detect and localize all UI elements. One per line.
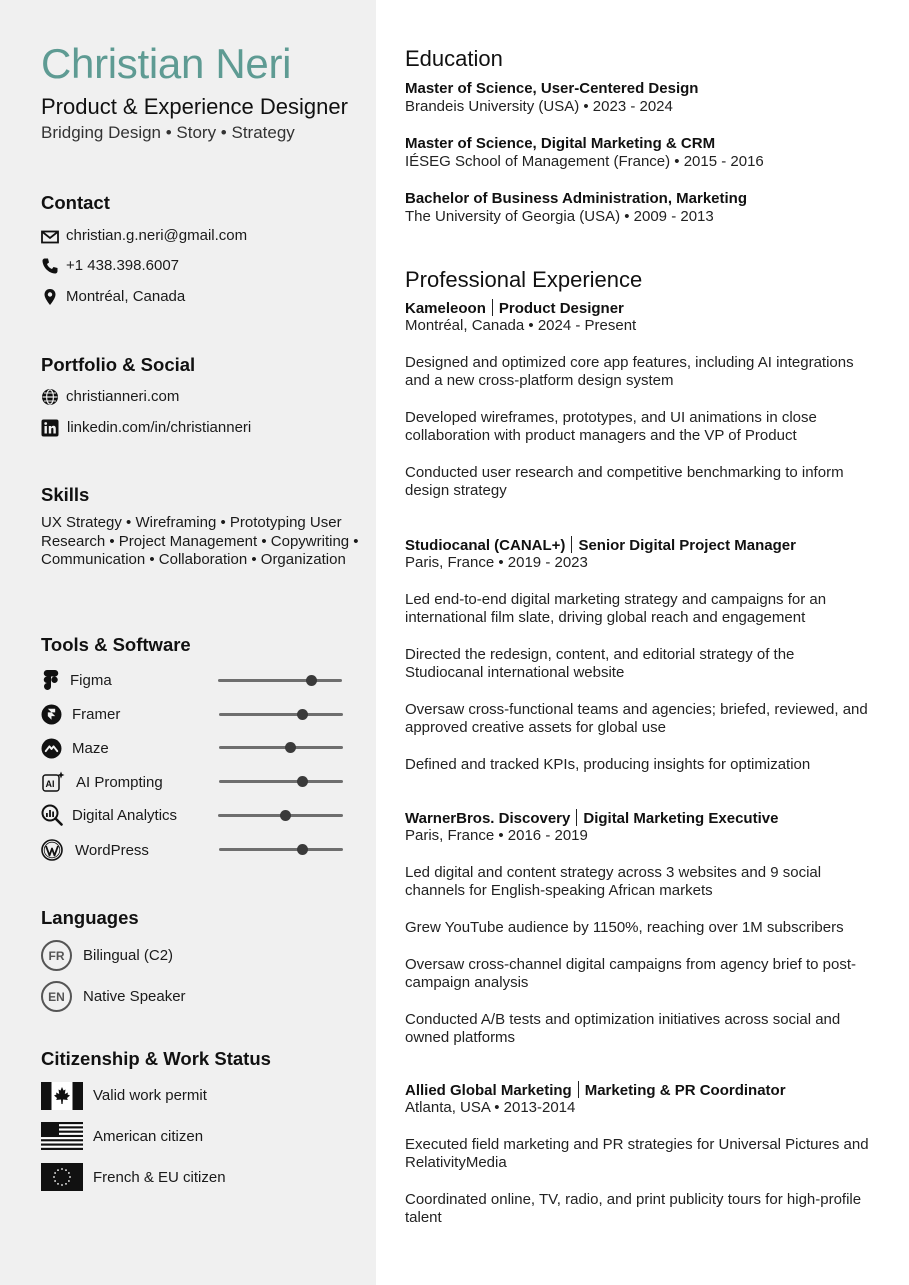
- tool-row: [41, 839, 351, 863]
- tool-name: Framer: [72, 706, 121, 723]
- job-bullet: Led end-to-end digital marketing strategy and campaigns for an international film slate, driving global reach and engagement: [405, 591, 827, 627]
- tool-name: Maze: [72, 740, 109, 757]
- job-title: Product & Experience Designer: [41, 94, 348, 119]
- skills-list: UX Strategy • Wireframing • Prototyping User Research • Project Management • Copywriting • Communication • Collaboration • Organization: [41, 514, 359, 568]
- job-company: Allied Global Marketing: [405, 1082, 572, 1099]
- skill-level-slider: [219, 713, 343, 716]
- tagline: Bridging Design • Story • Strategy: [41, 123, 295, 142]
- eu-flag-icon: [41, 1163, 83, 1191]
- framer-icon: [41, 704, 62, 725]
- analytics-icon: [41, 804, 63, 826]
- sidebar: [0, 0, 376, 1285]
- languages-heading: Languages: [41, 907, 139, 928]
- job-company: WarnerBros. Discovery: [405, 810, 571, 827]
- ai-prompting-icon: [42, 771, 66, 793]
- job-role: Product Designer: [498, 300, 624, 317]
- job-header-divider: [492, 299, 493, 316]
- job-header: [405, 536, 796, 554]
- globe-icon: [41, 388, 59, 406]
- tool-name: Digital Analytics: [72, 807, 178, 824]
- job-company: Studiocanal (CANAL+): [405, 537, 566, 554]
- citizenship-usa: American citizen: [93, 1128, 204, 1145]
- job-bullet: Defined and tracked KPIs, producing insights for optimization: [405, 756, 811, 773]
- slider-knob: [285, 742, 296, 753]
- skill-level-slider: [218, 814, 343, 817]
- citizenship-eu: French & EU citizen: [93, 1169, 226, 1186]
- education-school: Brandeis University (USA) • 2023 - 2024: [405, 98, 673, 115]
- education-degree: Master of Science, User-Centered Design: [405, 80, 699, 97]
- job-header: [405, 1081, 786, 1099]
- slider-knob: [297, 844, 308, 855]
- maze-icon: [41, 738, 62, 759]
- education-heading: Education: [405, 46, 503, 71]
- linkedin-icon: [41, 419, 59, 437]
- job-header: [405, 299, 624, 317]
- portfolio-linkedin[interactable]: linkedin.com/in/christianneri: [67, 419, 252, 436]
- main-content: [376, 0, 909, 1285]
- job-bullet: Designed and optimized core app features, including AI integrations and a new cross-platform design system: [405, 354, 854, 390]
- job-role: Marketing & PR Coordinator: [584, 1082, 786, 1099]
- job-bullet: Coordinated online, TV, radio, and print publicity tours for high-profile talent: [405, 1191, 862, 1227]
- education-school: IÉSEG School of Management (France) • 2015 - 2016: [405, 153, 764, 170]
- tool-name: Figma: [70, 672, 112, 689]
- tools-heading: Tools & Software: [41, 634, 191, 655]
- contact-location: Montréal, Canada: [66, 288, 186, 305]
- portfolio-website[interactable]: christianneri.com: [66, 388, 180, 405]
- experience-heading: Professional Experience: [405, 267, 643, 292]
- phone-icon: [41, 257, 59, 275]
- slider-knob: [297, 709, 308, 720]
- tool-name: WordPress: [75, 842, 149, 859]
- citizenship-heading: Citizenship & Work Status: [41, 1048, 271, 1069]
- portfolio-heading: Portfolio & Social: [41, 354, 196, 375]
- slider-knob: [297, 776, 308, 787]
- job-bullet: Conducted user research and competitive benchmarking to inform design strategy: [405, 464, 844, 500]
- slider-knob: [280, 810, 291, 821]
- skills-heading: Skills: [41, 484, 90, 505]
- skill-level-slider: [219, 746, 343, 749]
- job-bullet: Directed the redesign, content, and editorial strategy of the Studiocanal international website: [405, 646, 795, 682]
- tool-name: AI Prompting: [76, 774, 163, 791]
- english-language-badge: EN: [41, 981, 72, 1012]
- job-bullet: Executed field marketing and PR strategies for Universal Pictures and RelativityMedia: [405, 1136, 869, 1172]
- citizenship-canada: Valid work permit: [93, 1087, 207, 1104]
- job-role: Senior Digital Project Manager: [578, 537, 796, 554]
- candidate-name: Christian Neri: [41, 40, 292, 87]
- tool-row: [41, 703, 351, 727]
- education-degree: Master of Science, Digital Marketing & CRM: [405, 135, 716, 152]
- job-bullet: Developed wireframes, prototypes, and UI animations in close collaboration with product managers and the VP of Product: [405, 409, 817, 445]
- job-header-divider: [576, 809, 577, 826]
- job-location: Atlanta, USA • 2013-2014: [405, 1099, 576, 1116]
- tool-row: [41, 737, 351, 761]
- english-level: Native Speaker: [83, 988, 186, 1005]
- job-bullet: Grew YouTube audience by 1150%, reaching over 1M subscribers: [405, 919, 844, 936]
- tool-row: [41, 669, 351, 693]
- french-language-badge: FR: [41, 940, 72, 971]
- mail-icon: [41, 228, 59, 246]
- education-degree: Bachelor of Business Administration, Marketing: [405, 190, 748, 207]
- skill-level-slider: [219, 848, 343, 851]
- education-school: The University of Georgia (USA) • 2009 - 2013: [405, 208, 714, 225]
- location-pin-icon: [41, 288, 59, 306]
- contact-heading: Contact: [41, 192, 110, 213]
- skill-level-slider: [218, 679, 342, 682]
- tool-row: [41, 771, 351, 795]
- contact-email[interactable]: christian.g.neri@gmail.com: [66, 227, 248, 244]
- job-company: Kameleoon: [405, 300, 486, 317]
- slider-knob: [306, 675, 317, 686]
- figma-icon: [43, 669, 59, 691]
- job-header: [405, 809, 778, 827]
- contact-phone[interactable]: +1 438.398.6007: [66, 257, 180, 274]
- job-location: Paris, France • 2019 - 2023: [405, 554, 588, 571]
- skill-level-slider: [219, 780, 343, 783]
- canada-flag-icon: [41, 1082, 83, 1110]
- job-header-divider: [571, 536, 572, 553]
- wordpress-icon: [41, 839, 63, 861]
- job-role: Digital Marketing Executive: [583, 810, 779, 827]
- job-location: Montréal, Canada • 2024 - Present: [405, 317, 637, 334]
- job-bullet: Conducted A/B tests and optimization initiatives across social and owned platforms: [405, 1011, 841, 1047]
- usa-flag-icon: [41, 1122, 83, 1150]
- french-level: Bilingual (C2): [83, 947, 174, 964]
- job-bullet: Oversaw cross-functional teams and agencies; briefed, reviewed, and approved creative assets for global use: [405, 701, 868, 737]
- job-bullet: Led digital and content strategy across 3 websites and 9 social channels for English-speaking African markets: [405, 864, 822, 900]
- job-location: Paris, France • 2016 - 2019: [405, 827, 588, 844]
- job-bullet: Oversaw cross-channel digital campaigns from agency brief to post-campaign analysis: [405, 956, 857, 992]
- job-header-divider: [578, 1081, 579, 1098]
- svg-text:AI: AI: [45, 779, 55, 789]
- tool-row: [41, 804, 351, 828]
